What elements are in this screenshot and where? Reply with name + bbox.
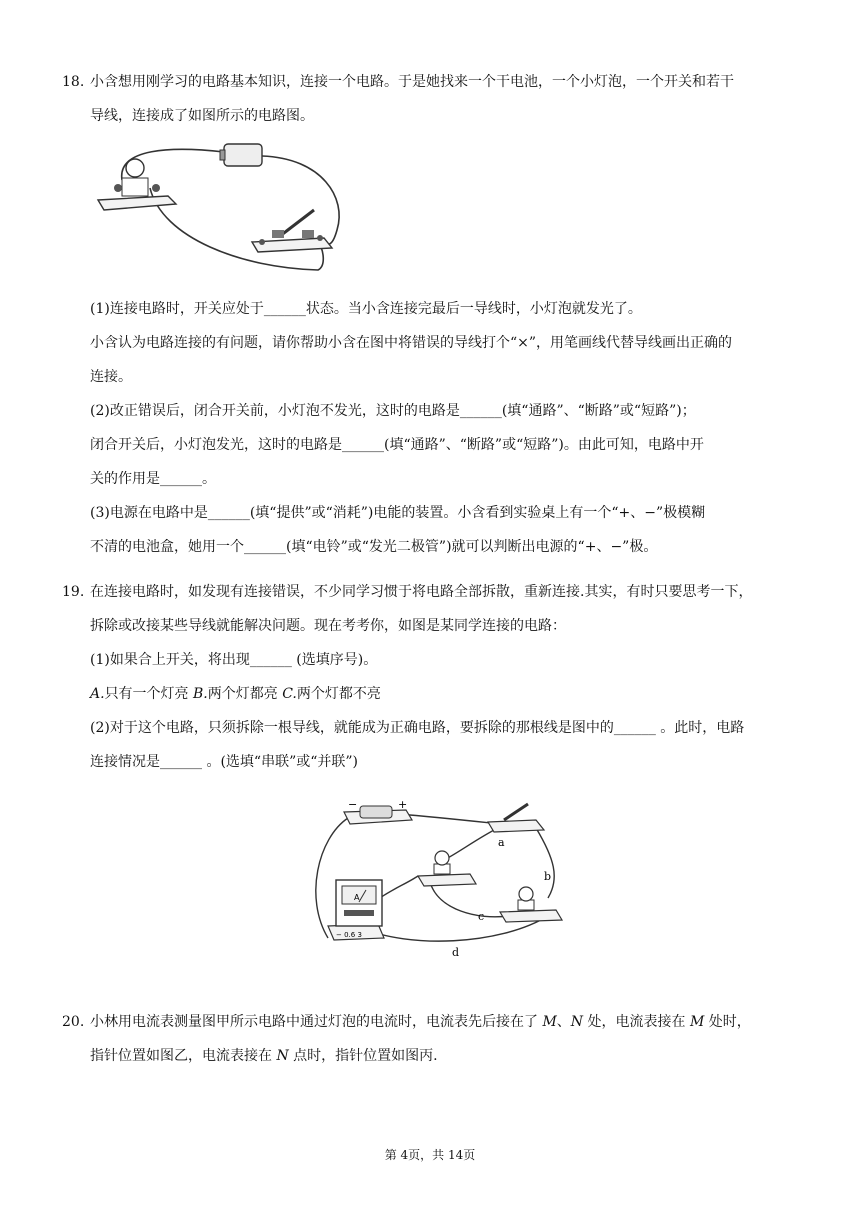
battery-plus-label: + bbox=[398, 798, 408, 811]
q19-circuit-figure bbox=[298, 798, 570, 960]
ammeter-terminal-labels: − 0.6 3 bbox=[336, 931, 362, 939]
wire-label-b: b bbox=[544, 870, 552, 883]
q19-line-3: (1)如果合上开关，将出现______ (选填序号)。 bbox=[90, 652, 378, 668]
q19-number: 19. bbox=[62, 584, 85, 600]
q18-line-10: 不清的电池盒，她用一个______(填“电铃”或“发光二极管”)就可以判断出电源的“+、−”极。 bbox=[90, 539, 658, 555]
point-m-2: M bbox=[689, 1014, 705, 1030]
battery-minus-label: − bbox=[348, 798, 358, 811]
page-footer: 第 4页，共 14页 bbox=[384, 1148, 476, 1162]
q18-line-2: 导线，连接成了如图所示的电路图。 bbox=[90, 108, 314, 124]
q18-line-3: (1)连接电路时，开关应处于______状态。当小含连接完最后一导线时，小灯泡就发光了。 bbox=[90, 301, 642, 317]
switch-icon bbox=[488, 804, 544, 832]
q18-line-9: (3)电源在电路中是______(填“提供”或“消耗”)电能的装置。小含看到实验桌上有一个“+、−”极模糊 bbox=[90, 505, 706, 521]
option-b-letter: B. bbox=[193, 686, 208, 702]
battery-icon bbox=[220, 144, 262, 166]
q19-options bbox=[90, 684, 381, 704]
q20-text-1c: 处，电流表接在 bbox=[583, 1014, 690, 1030]
q20-text-1b: 、 bbox=[556, 1014, 571, 1030]
option-a-text: 只有一个灯亮 bbox=[104, 686, 194, 702]
q20-text-1d: 处时， bbox=[704, 1014, 751, 1030]
wire-label-a: a bbox=[498, 836, 505, 849]
q20-number: 20. bbox=[62, 1014, 85, 1030]
q19-line-6: 连接情况是______ 。(选填“串联”或“并联”) bbox=[90, 754, 359, 770]
q20-line-1 bbox=[90, 1012, 751, 1032]
q18-wire-bottom bbox=[150, 188, 323, 270]
wire-b bbox=[536, 828, 554, 898]
wire-label-d: d bbox=[452, 946, 460, 959]
q18-line-1: 小含想用刚学习的电路基本知识，连接一个电路。于是她找来一个干电池，一个小灯泡，一个开关和若干 bbox=[90, 74, 734, 90]
point-n-1: N bbox=[570, 1014, 584, 1030]
q18-line-5: 连接。 bbox=[90, 369, 132, 385]
bulb-1-icon bbox=[418, 851, 476, 886]
q18-line-4: 小含认为电路连接的有问题，请你帮助小含在图中将错误的导线打个“×”，用笔画线代替导线画出正确的 bbox=[90, 335, 733, 351]
q18-circuit-figure bbox=[92, 138, 352, 278]
point-n-2: N bbox=[276, 1048, 289, 1064]
point-m-1: M bbox=[542, 1014, 557, 1030]
q19-line-5: (2)对于这个电路，只须拆除一根导线，就能成为正确电路，要拆除的那根线是图中的______ 。此时，电路 bbox=[90, 720, 745, 736]
wire-label-c: c bbox=[478, 910, 485, 923]
bulb-2-icon bbox=[500, 887, 562, 922]
wire-c bbox=[430, 882, 508, 917]
option-a-letter: A. bbox=[90, 686, 105, 702]
option-c-letter: C. bbox=[282, 686, 297, 702]
bulb-base-icon bbox=[98, 159, 176, 210]
q19-line-2: 拆除或改接某些导线就能解决问题。现在考考你，如图是某同学连接的电路： bbox=[90, 618, 566, 634]
wire-a bbox=[444, 828, 498, 860]
q18-line-8: 关的作用是______。 bbox=[90, 471, 216, 487]
option-b-text: 两个灯都亮 bbox=[207, 686, 283, 702]
q18-line-6: (2)改正错误后，闭合开关前，小灯泡不发光，这时的电路是______(填“通路”、“断路”或“短路”)； bbox=[90, 403, 696, 419]
q18-number: 18. bbox=[62, 74, 85, 90]
q19-line-1: 在连接电路时，如发现有连接错误，不少同学习惯于将电路全部拆散，重新连接.其实，有时只要思考一下， bbox=[90, 584, 753, 600]
ammeter-letter: A bbox=[354, 893, 360, 902]
q20-text-2b: 点时，指针位置如图丙. bbox=[288, 1048, 438, 1064]
q20-line-2 bbox=[90, 1046, 438, 1066]
switch-icon bbox=[252, 210, 332, 252]
q18-line-7: 闭合开关后，小灯泡发光，这时的电路是______(填“通路”、“断路”或“短路”)。由此可知，电路中开 bbox=[90, 437, 704, 453]
q20-text-2a: 指针位置如图乙，电流表接在 bbox=[90, 1048, 277, 1064]
q20-text-1a: 小林用电流表测量图甲所示电路中通过灯泡的电流时，电流表先后接在了 bbox=[90, 1014, 543, 1030]
option-c-text: 两个灯都不亮 bbox=[296, 686, 381, 702]
